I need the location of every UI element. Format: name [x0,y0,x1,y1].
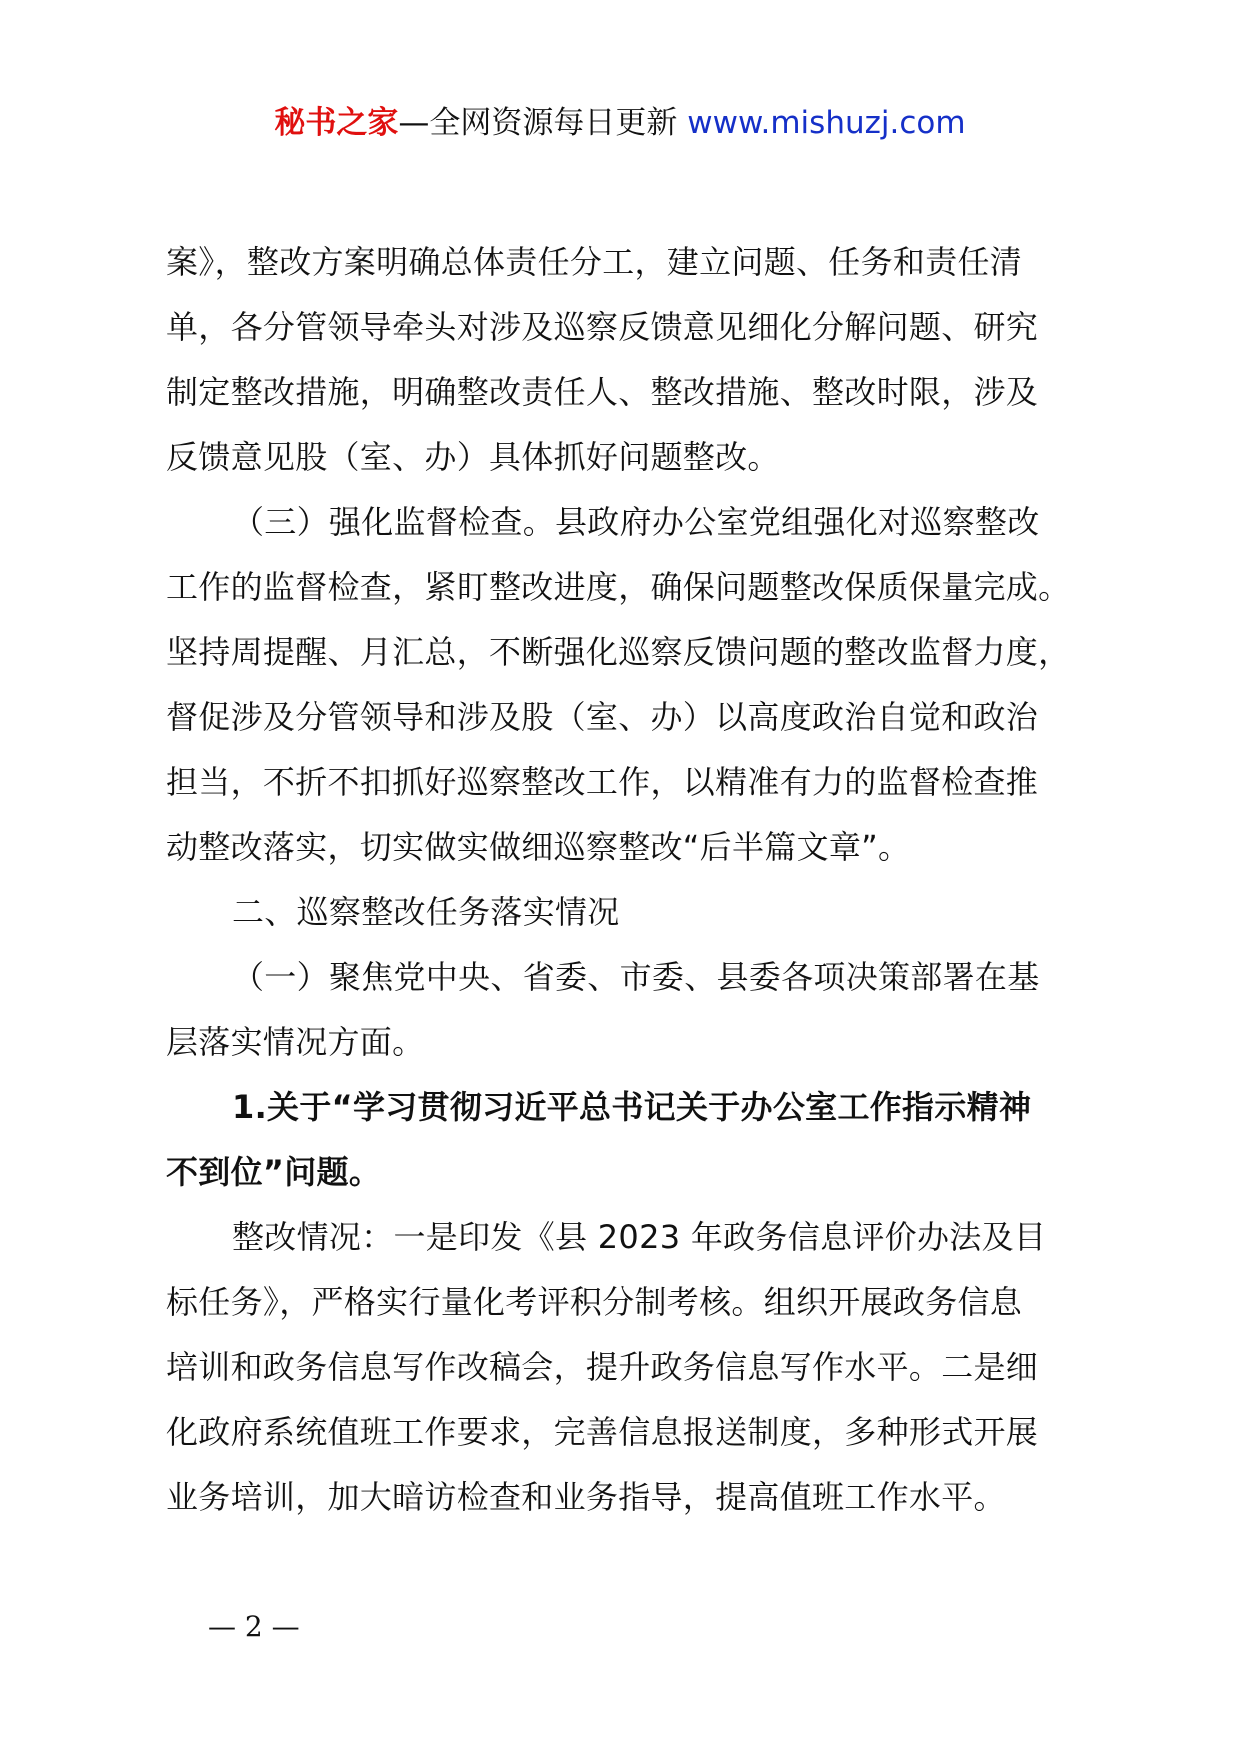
paragraph-line: 制定整改措施，明确整改责任人、整改措施、整改时限，涉及 [166,373,1039,411]
paragraph-line: 业务培训，加大暗访检查和业务指导，提高值班工作水平。 [166,1478,1006,1516]
subsection-heading-line: （一）聚焦党中央、省委、市委、县委各项决策部署在基 [232,958,1040,996]
paragraph-line: 标任务》，严格实行量化考评积分制考核。组织开展政务信息 [166,1283,1023,1321]
paragraph-line: 工作的监督检查，紧盯整改进度，确保问题整改保质保量完成。 [166,568,1071,606]
paragraph-line: 动整改落实，切实做实做细巡察整改“后半篇文章”。 [166,828,911,866]
subsection-heading-line: （三）强化监督检查。县政府办公室党组强化对巡察整改 [232,503,1040,541]
paragraph-line: 反馈意见股（室、办）具体抓好问题整改。 [166,438,780,476]
paragraph-line: 坚持周提醒、月汇总，不断强化巡察反馈问题的整改监督力度， [166,633,1071,671]
brand-name: 秘书之家 [274,105,399,141]
paragraph-line: 培训和政务信息写作改稿会，提升政务信息写作水平。二是细 [166,1348,1039,1386]
section-heading: 二、巡察整改任务落实情况 [232,893,620,931]
site-url-link[interactable]: www.mishuzj.com [687,105,966,141]
issue-heading-line: 不到位”问题。 [166,1153,382,1191]
paragraph-line: 层落实情况方面。 [166,1023,425,1061]
paragraph-line: 督促涉及分管领导和涉及股（室、办）以高度政治自觉和政治 [166,698,1039,736]
paragraph-line: 单，各分管领导牵头对涉及巡察反馈意见细化分解问题、研究 [166,308,1039,346]
document-body [166,237,1126,1537]
header-tagline: —全网资源每日更新 [398,105,678,141]
paragraph-line: 担当，不折不扣抓好巡察整改工作，以精准有力的监督检查推 [166,763,1039,801]
site-header [0,98,1240,148]
issue-heading-line: 1.关于“学习贯彻习近平总书记关于办公室工作指示精神 [232,1088,1032,1126]
paragraph-line: 化政府系统值班工作要求，完善信息报送制度，多种形式开展 [166,1413,1039,1451]
paragraph-line: 整改情况：一是印发《县 2023 年政务信息评价办法及目 [232,1218,1047,1256]
page-number: — 2 — [208,1610,300,1643]
paragraph-line: 案》，整改方案明确总体责任分工，建立问题、任务和责任清 [166,243,1023,281]
